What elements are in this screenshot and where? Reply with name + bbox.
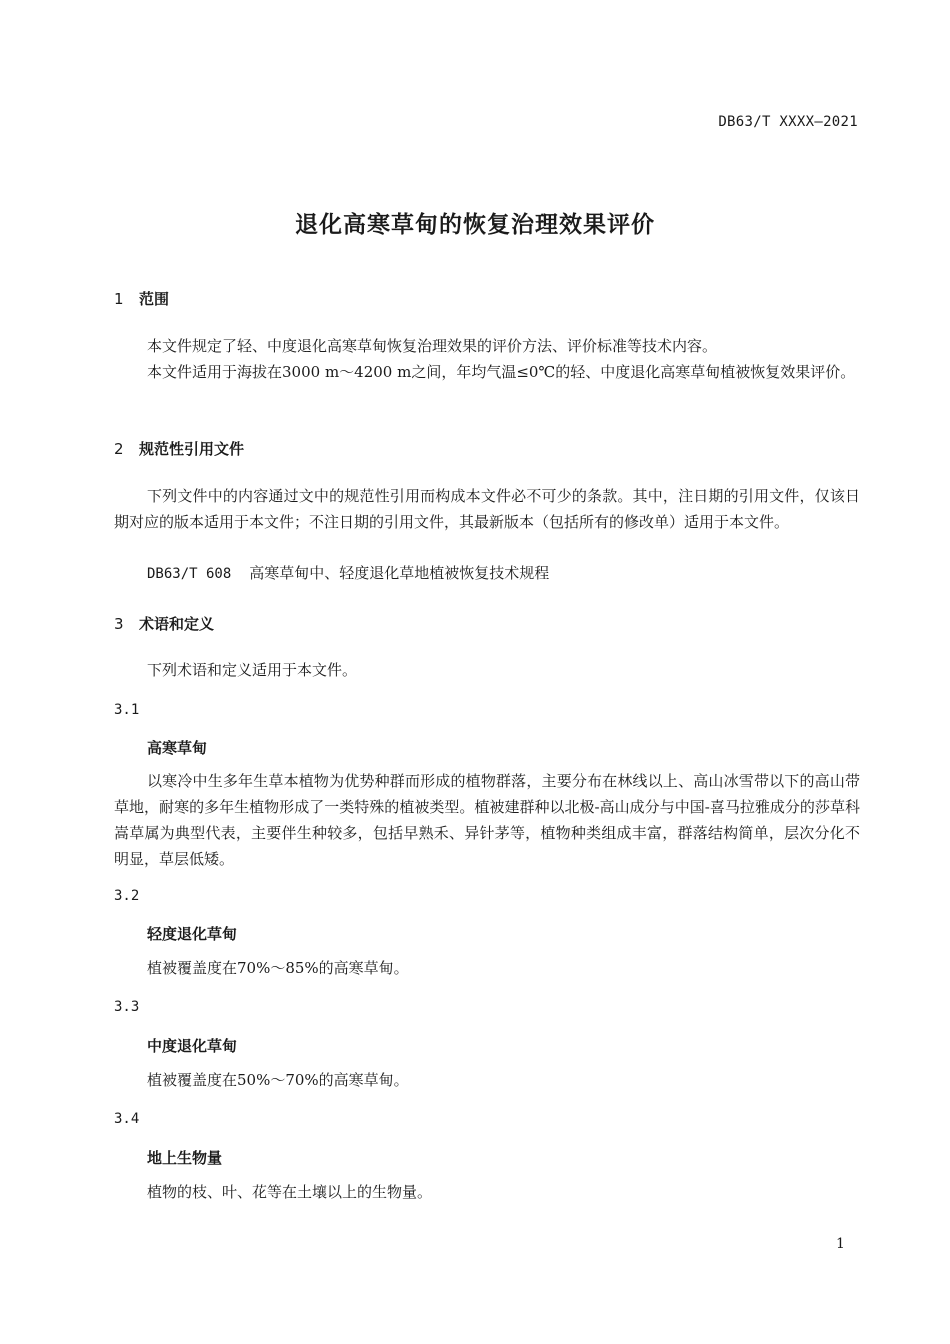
paragraph: 本文件适用于海拔在3000 m～4200 m之间，年均气温≤0℃的轻、中度退化高寒草甸植被恢复效果评价。 (147, 363, 856, 381)
paragraph: 下列术语和定义适用于本文件。 (147, 661, 358, 679)
section-number: 1 (114, 290, 124, 308)
term-definition: 植被覆盖度在50%～70%的高寒草甸。 (147, 1071, 409, 1089)
term-definition: 植物的枝、叶、花等在土壤以上的生物量。 (147, 1183, 433, 1201)
page-number: 1 (836, 1236, 845, 1252)
reference-title: 高寒草甸中、轻度退化草地植被恢复技术规程 (249, 564, 550, 582)
section-number: 2 (114, 440, 124, 458)
term-heading: 地上生物量 (147, 1149, 223, 1167)
term-heading: 轻度退化草甸 (147, 925, 238, 943)
section-1-heading (114, 288, 169, 309)
section-title: 术语和定义 (139, 615, 215, 633)
term-number: 3.3 (114, 999, 140, 1015)
document-title: 退化高寒草甸的恢复治理效果评价 (295, 212, 655, 238)
section-title: 规范性引用文件 (139, 440, 245, 458)
section-3-heading (114, 613, 214, 634)
document-code: DB63/T XXXX—2021 (718, 114, 858, 130)
paragraph: 本文件规定了轻、中度退化高寒草甸恢复治理效果的评价方法、评价标准等技术内容。 (147, 337, 718, 355)
term-definition: 植被覆盖度在70%～85%的高寒草甸。 (147, 959, 409, 977)
paragraph: 下列文件中的内容通过文中的规范性引用而构成本文件必不可少的条款。其中，注日期的引用文件，仅该日期对应的版本适用于本文件；不注日期的引用文件，其最新版本（包括所有的修改单）适用于本文件。 (114, 487, 860, 531)
section-number: 3 (114, 615, 124, 633)
term-heading: 高寒草甸 (147, 739, 208, 757)
term-number: 3.1 (114, 702, 140, 718)
term-number: 3.4 (114, 1111, 140, 1127)
reference-code: DB63/T 608 (147, 566, 232, 582)
term-definition: 以寒冷中生多年生草本植物为优势种群而形成的植物群落，主要分布在林线以上、高山冰雪带以下的高山带草地，耐寒的多年生植物形成了一类特殊的植被类型。植被建群种以北极-高山成分与中国-喜马拉雅成分的莎草科嵩草属为典型代表，主要伴生种较多，包括早熟禾、异针茅等，植物种类组成丰富，群落结构简单，层次分化不明显，草层低矮。 (114, 772, 860, 868)
term-heading: 中度退化草甸 (147, 1037, 238, 1055)
term-number: 3.2 (114, 888, 140, 904)
section-2-heading (114, 438, 244, 459)
section-title: 范围 (139, 290, 170, 308)
normative-reference (147, 562, 549, 583)
